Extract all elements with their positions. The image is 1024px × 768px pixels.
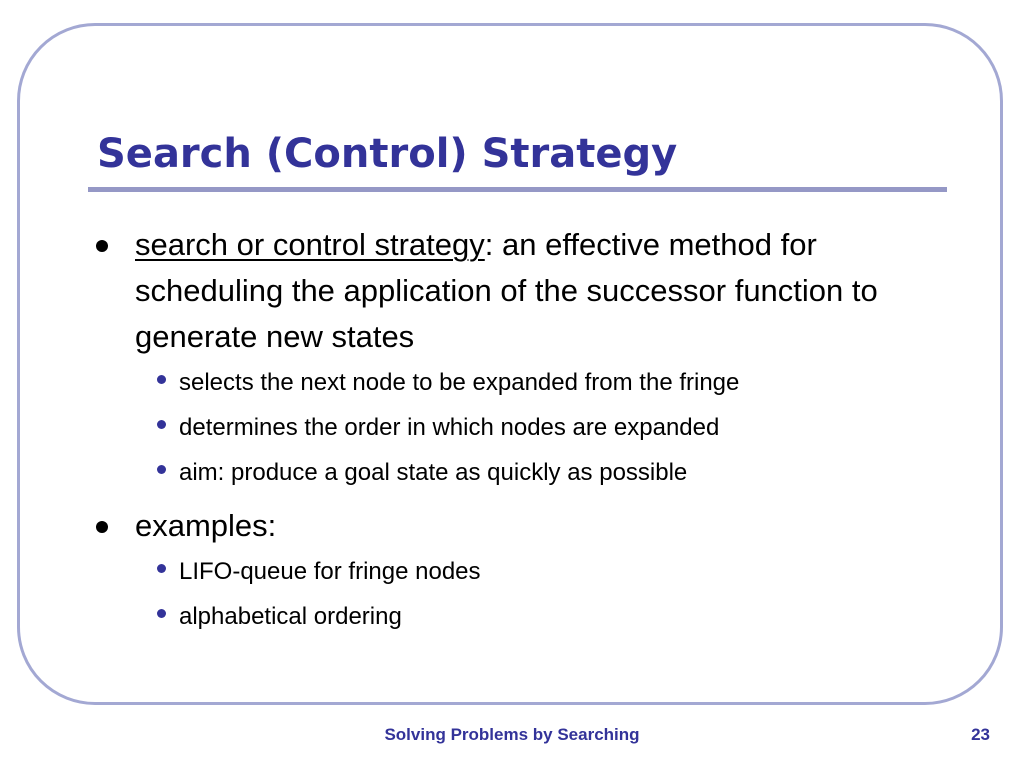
page-number: 23 [971,725,990,744]
sub-bullet-text: aim: produce a goal state as quickly as possible [179,459,688,486]
sub-bullet-item [96,360,956,405]
bullet-term: search or control strategy [135,227,485,262]
bullet-icon [96,240,108,252]
sub-bullet-text: LIFO-queue for fringe nodes [179,558,481,585]
sub-bullet-item [96,549,956,594]
footer-title: Solving Problems by Searching [384,725,640,744]
sub-bullet-icon [157,609,166,618]
slide-title: Search (Control) Strategy [97,131,678,177]
sub-bullet-text: alphabetical ordering [179,603,402,630]
sub-bullet-item [96,405,956,450]
title-divider [88,187,947,192]
sub-bullet-icon [157,564,166,573]
sub-bullet-item [96,594,956,639]
sub-bullet-icon [157,375,166,384]
bullet-icon [96,521,108,533]
sub-bullet-list [96,360,956,495]
bullet-item [96,222,956,360]
sub-bullet-list [96,549,956,639]
sub-bullet-text: selects the next node to be expanded from the fringe [179,369,740,396]
bullet-text: examples: [135,508,277,543]
slide-body [96,222,956,639]
bullet-item [96,503,956,549]
sub-bullet-icon [157,465,166,474]
sub-bullet-text: determines the order in which nodes are expanded [179,414,720,441]
sub-bullet-icon [157,420,166,429]
bullet-text: : an effective method for scheduling the application of the successor function to generate new states [135,227,878,354]
sub-bullet-item [96,450,956,495]
